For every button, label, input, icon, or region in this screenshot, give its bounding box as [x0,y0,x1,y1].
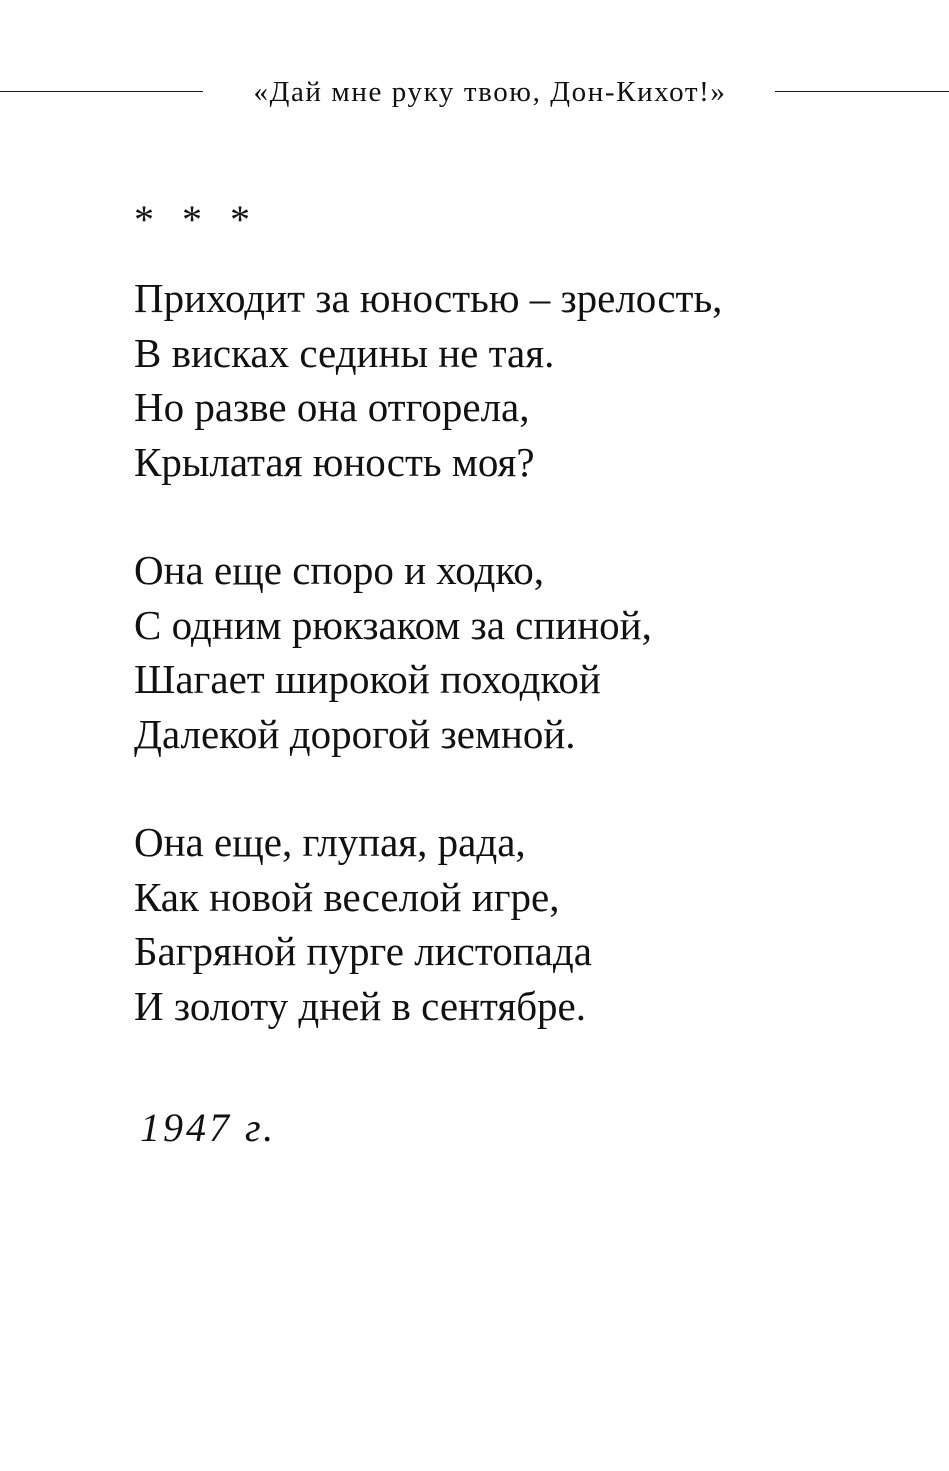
poem-line: Шагает широкой походкой [134,656,601,702]
poem-date: 1947 г. [140,1105,277,1150]
running-header [0,72,949,112]
running-header-title: «Дай мне руку твою, Дон-Кихот!» [253,76,727,108]
poem-line: Приходит за юностью – зрелость, [134,275,723,321]
stanza-3 [134,815,914,1033]
poem-line: И золоту дней в сентябре. [134,982,587,1029]
poem-line: Крылатая юность моя? [134,438,535,485]
poem-line: Багряной пурге листопада [134,928,592,974]
poem-line: В висках седины не тая. [134,329,555,376]
stanza-2 [134,543,914,761]
stanza-1 [134,271,914,489]
poem-line: Она еще споро и ходко, [134,547,544,593]
poem-line: С одним рюкзаком за спиной, [134,601,652,648]
header-rule-right [775,91,949,92]
poem-line: Она еще, глупая, рада, [134,819,526,865]
poem-body [134,271,914,1087]
poem-line: Но разве она отгорела, [134,384,530,430]
asterism: * * * [134,197,250,242]
header-rule-left [0,91,203,92]
poem-line: Далекой дорогой земной. [134,710,576,757]
poem-line: Как новой веселой игре, [134,873,560,920]
